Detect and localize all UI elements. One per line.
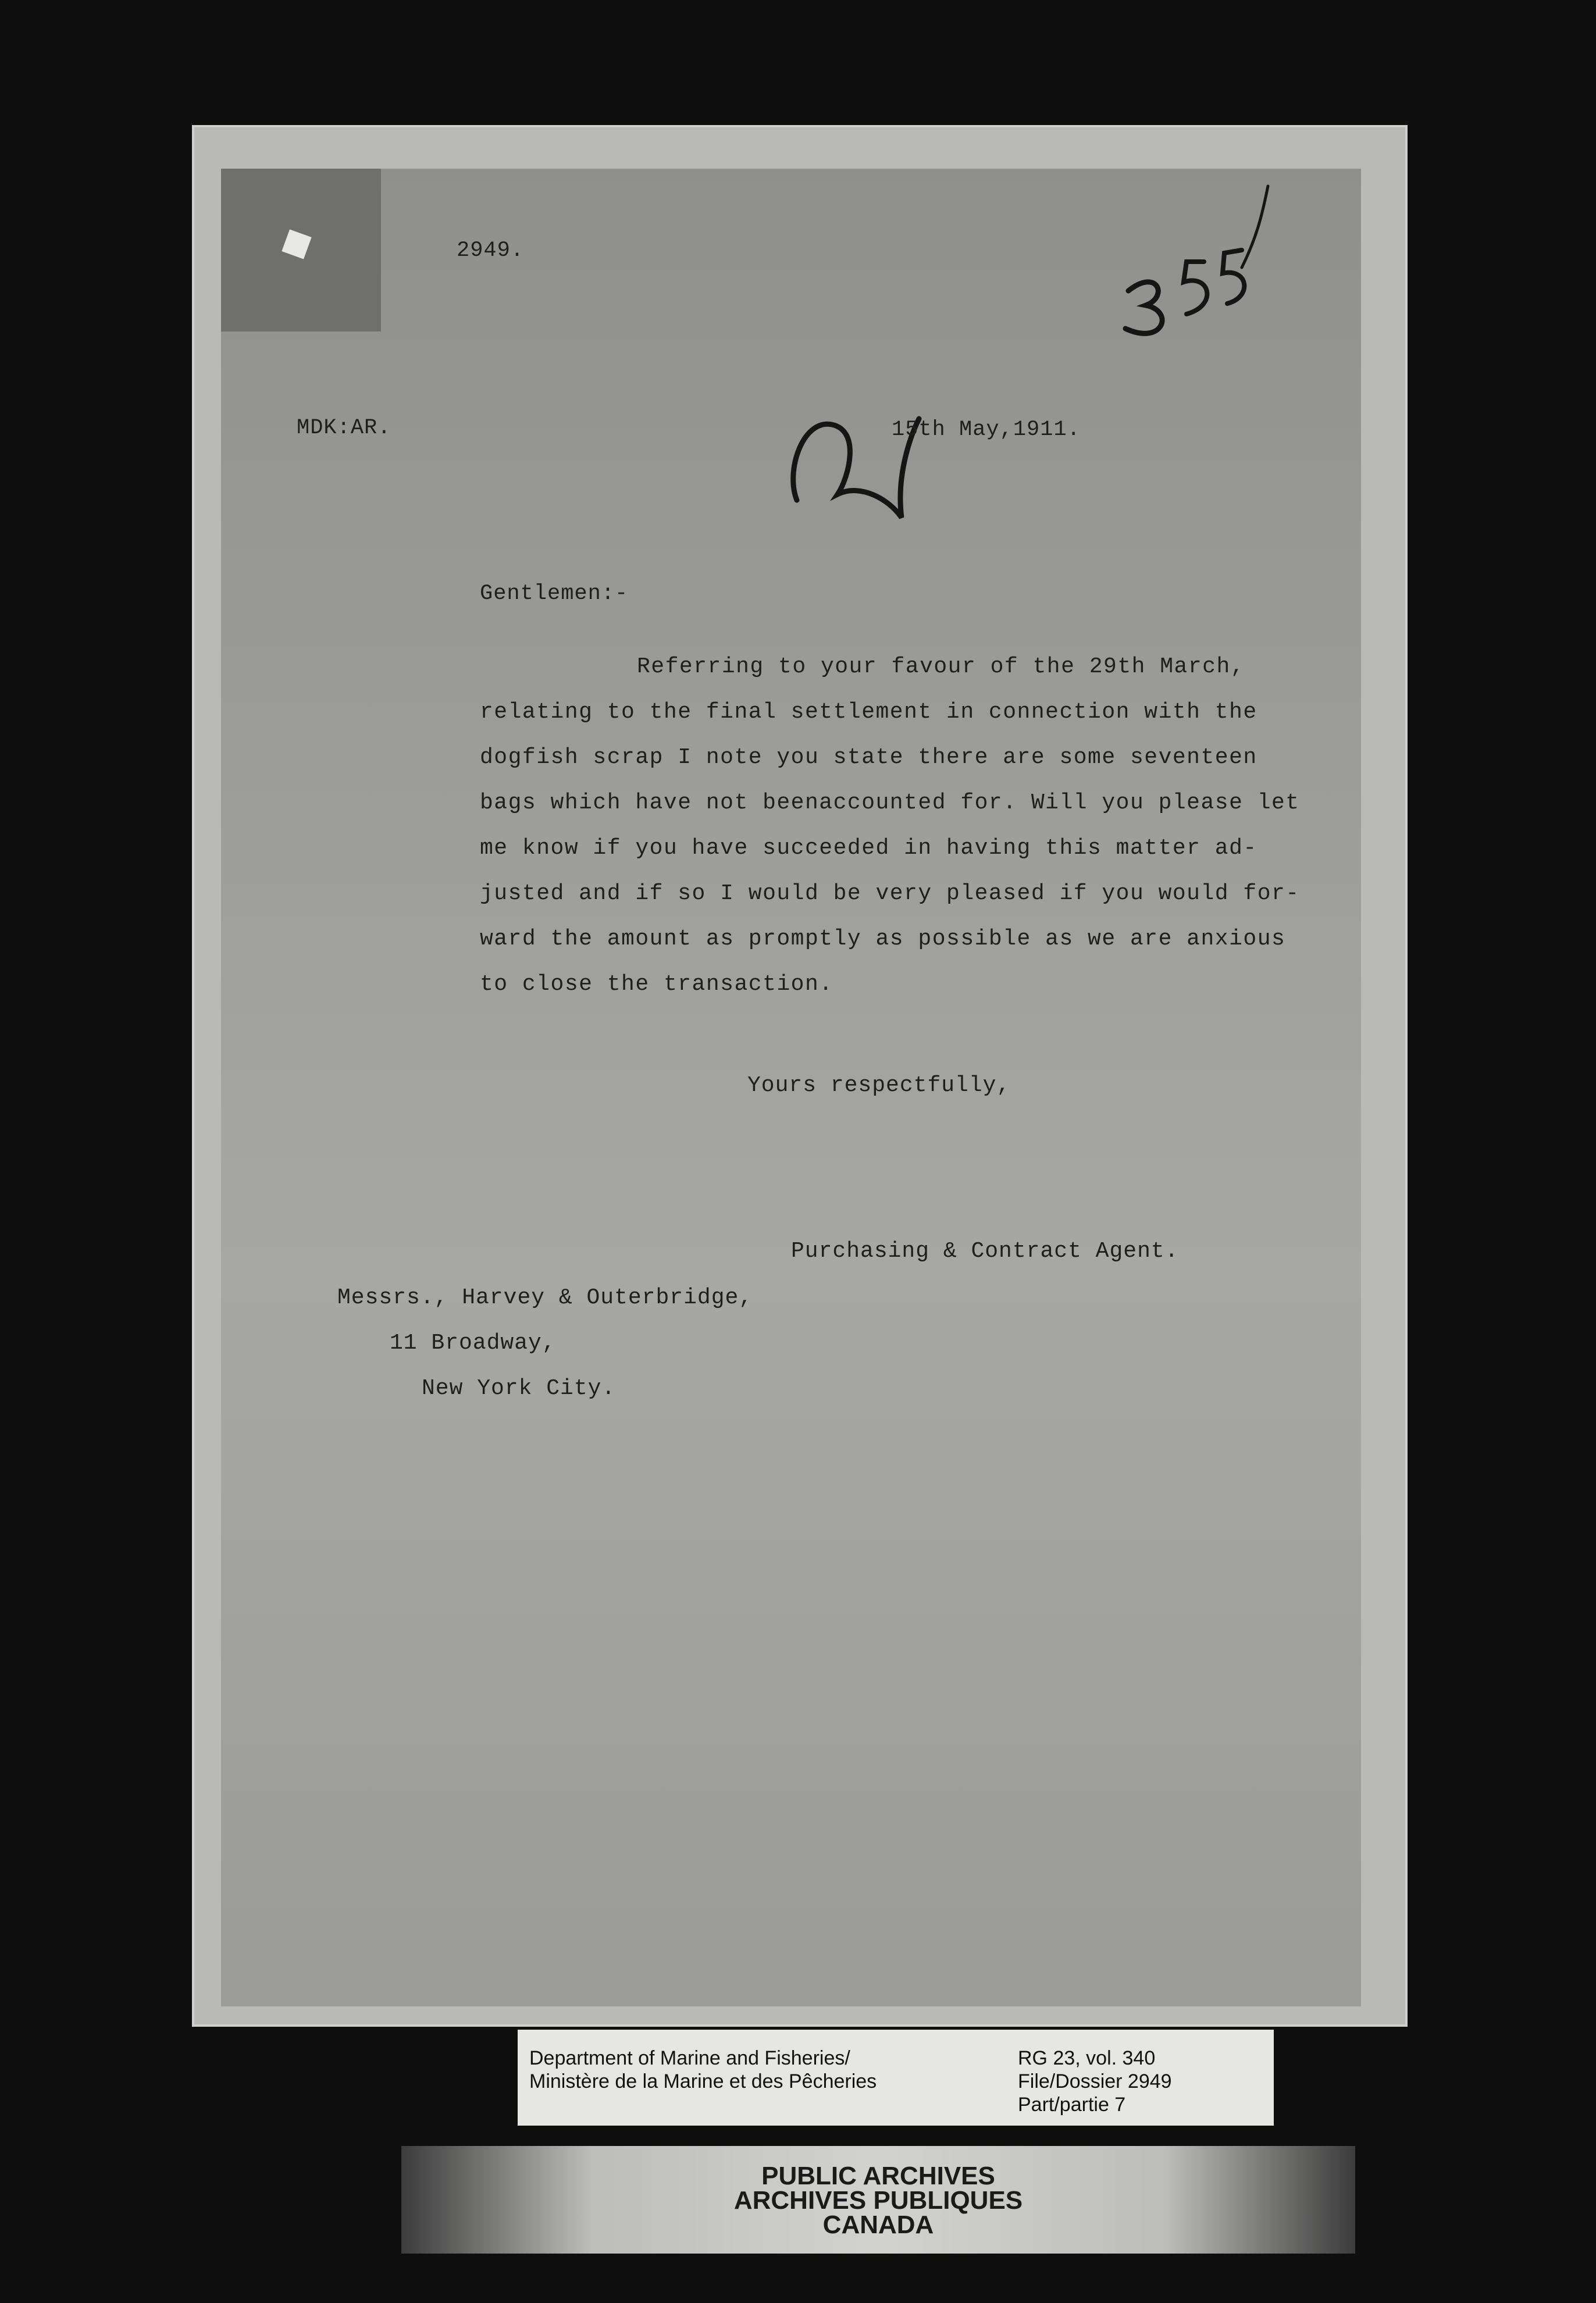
signature-title: Purchasing & Contract Agent. [791, 1239, 1179, 1264]
handwritten-page-number [1093, 180, 1285, 355]
letter-page [221, 169, 1361, 2006]
corner-tab [221, 169, 381, 331]
file-dossier: File/Dossier 2949 [1018, 2070, 1172, 2092]
archive-stamp-bar [401, 2146, 1355, 2254]
closing: Yours respectfully, [747, 1073, 1011, 1098]
body-line: to close the transaction. [480, 972, 833, 997]
paper-scrap-mark [282, 229, 311, 259]
letter-date: 15th May,1911. [892, 418, 1081, 442]
body-line: dogfish scrap I note you state there are some seventeen [480, 745, 1257, 770]
record-group: RG 23, vol. 340 [1018, 2047, 1156, 2069]
body-line: bags which have not beenaccounted for. Will you please let [480, 790, 1300, 815]
department-en: Department of Marine and Fisheries/ [529, 2047, 850, 2069]
handwritten-mark [779, 384, 931, 535]
body-line: ward the amount as promptly as possible as we are anxious [480, 926, 1286, 951]
body-line: me know if you have succeeded in having this matter ad- [480, 836, 1257, 861]
archive-stamp-line: CANADA [822, 2211, 934, 2239]
body-line: Referring to your favour of the 29th March, [637, 654, 1245, 679]
salutation: Gentlemen:- [480, 582, 629, 606]
reference-initials: MDK:AR. [297, 416, 391, 440]
file-number: 2949. [457, 238, 525, 263]
archive-stamp-line: ARCHIVES PUBLIQUES [733, 2186, 1023, 2215]
address-line: New York City. [422, 1376, 616, 1401]
archive-stamp-line: PUBLIC ARCHIVES [761, 2162, 995, 2190]
body-line: justed and if so I would be very pleased if you would for- [480, 881, 1300, 906]
address-line: 11 Broadway, [390, 1331, 556, 1356]
archive-label [518, 2030, 1274, 2126]
department-fr: Ministère de la Marine et des Pêcheries [529, 2070, 877, 2092]
part-partie: Part/partie 7 [1018, 2094, 1126, 2116]
body-line: relating to the final settlement in connection with the [480, 700, 1257, 725]
address-line: Messrs., Harvey & Outerbridge, [337, 1285, 753, 1310]
